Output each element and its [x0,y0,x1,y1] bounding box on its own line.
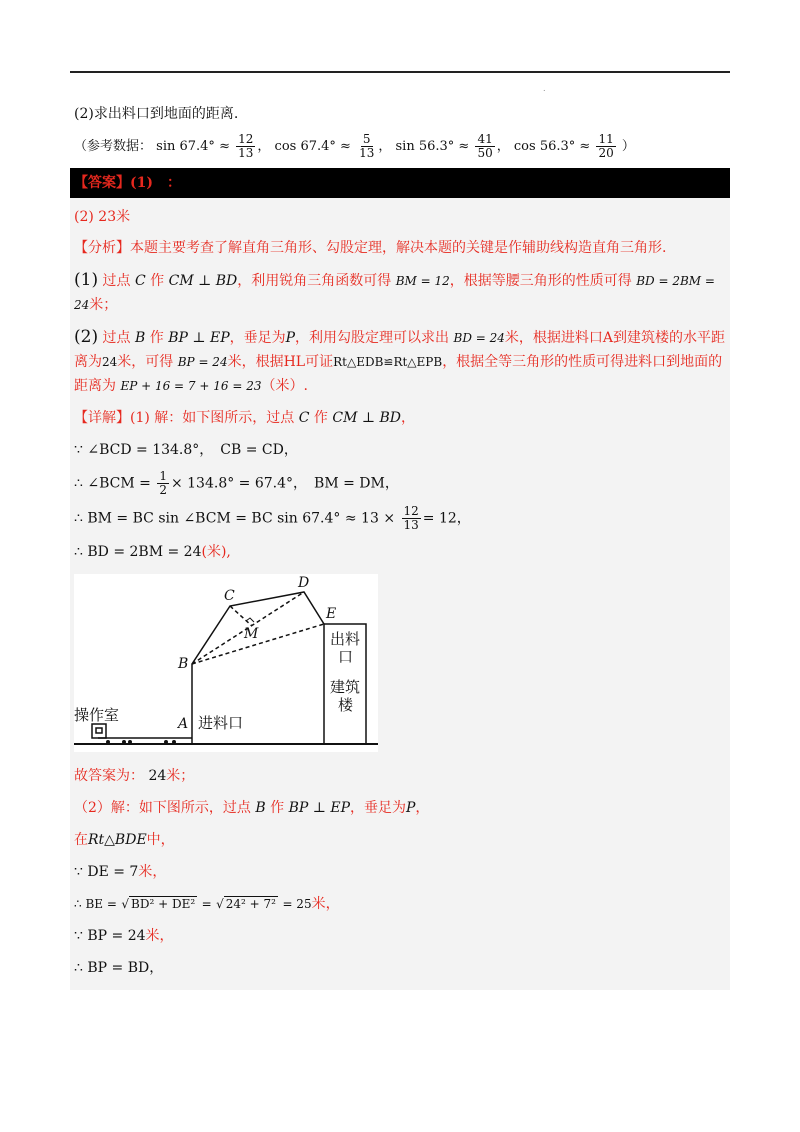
geometry-diagram [74,574,378,752]
diagram-container [70,568,730,760]
question-part2: (2)求出料口到地面的距离. [74,106,239,122]
analysis-part2: (2) 过点 B 作 BP ⊥ EP，垂足为P，利用勾股定理可以求出 BD = 24米，根据进料口A到建筑楼的水平距离为24米，可得 BP = 24米，根据HL可证Rt△EDB≌Rt△EPB，根据全等三角形的性质可得进料口到地面的距离为 EP + 16 = 7 + 16 = 23（米）. [74,327,726,394]
fraction-11-20: $\frac{11}{20}$ [598,132,614,160]
operator-window [96,728,102,733]
detail-part2-line-3: ∵ DE = 7米， [74,864,167,880]
detail-line-3: ∴ ∠BCM = $\frac{1}{2}$ × 134.8° = 67.4°， BM = DM， [74,469,399,497]
label-building-1: 建筑 [330,678,361,696]
header-rule [70,71,730,73]
header-dot: . [543,84,546,93]
label-d: D [298,575,310,591]
reference-data: （参考数据： sin 67.4° ≈ $\frac{12}{13}$ ， cos 67.4° ≈ $\frac{5}{13}$ ， sin 56.3° ≈ $\frac{41}{50}$ ， cos 56.3° ≈ $\frac{11}{20}$ ） [74,132,635,160]
label-c: C [224,588,235,604]
label-outlet-2: 口 [338,648,354,666]
label-m: M [244,626,259,642]
detail-part2-line-4: ∴ BE = √ BD² + DE² = √ 24² + 7² = 25米， [74,896,340,912]
final-answer-1: 故答案为： 24米； [74,768,195,784]
analysis-summary: 【分析】本题主要考查了解直角三角形、勾股定理，解决本题的关键是作辅助线构造直角三角形. [74,240,667,256]
detail-line-2: ∵ ∠BCD = 134.8°， CB = CD， [74,442,298,458]
fraction-12-13: $\frac{12}{13}$ [238,132,254,160]
detail-part2-line-2: 在Rt△BDE中， [74,832,175,848]
detail-part2-line-6: ∴ BP = BD， [74,960,164,976]
analysis-part1: (1) 过点 C 作 CM ⊥ BD，利用锐角三角函数可得 BM = 12，根据等腰三角形的性质可得 BD = 2BM = 24米； [74,270,715,313]
answer-part2: (2) 23米 [74,209,131,225]
detail-line-1: 【详解】(1) 解：如下图所示，过点 C 作 CM ⊥ BD， [74,410,415,426]
label-outlet-1: 出料 [330,630,361,648]
label-b: B [178,656,189,672]
label-operator: 操作室 [74,706,120,724]
operator-box [92,724,106,738]
document-body [70,97,730,990]
fraction-1-2: $\frac{1}{2}$ [159,469,167,497]
answer-banner: 【答案】(1) ： [70,168,730,198]
label-inlet: 进料口 [198,714,244,732]
solution-panel [70,198,730,990]
detail-line-5: ∴ BD = 2BM = 24(米), [74,544,231,560]
fraction-5-13: $\frac{5}{13}$ [359,132,375,160]
label-a: A [178,716,189,732]
label-building-2: 楼 [338,696,354,714]
label-e: E [326,606,337,622]
detail-part2-line-1: （2）解：如下图所示，过点 B 作 BP ⊥ EP，垂足为P， [74,800,430,816]
line-cm [230,606,252,626]
detail-part2-line-5: ∵ BP = 24米， [74,928,174,944]
detail-line-4: ∴ BM = BC sin ∠BCM = BC sin 67.4° ≈ 13 × $\frac{12}{13}$ = 12， [74,504,471,532]
fraction-41-50: $\frac{41}{50}$ [477,132,493,160]
fraction-12-13-b: $\frac{12}{13}$ [403,504,419,532]
